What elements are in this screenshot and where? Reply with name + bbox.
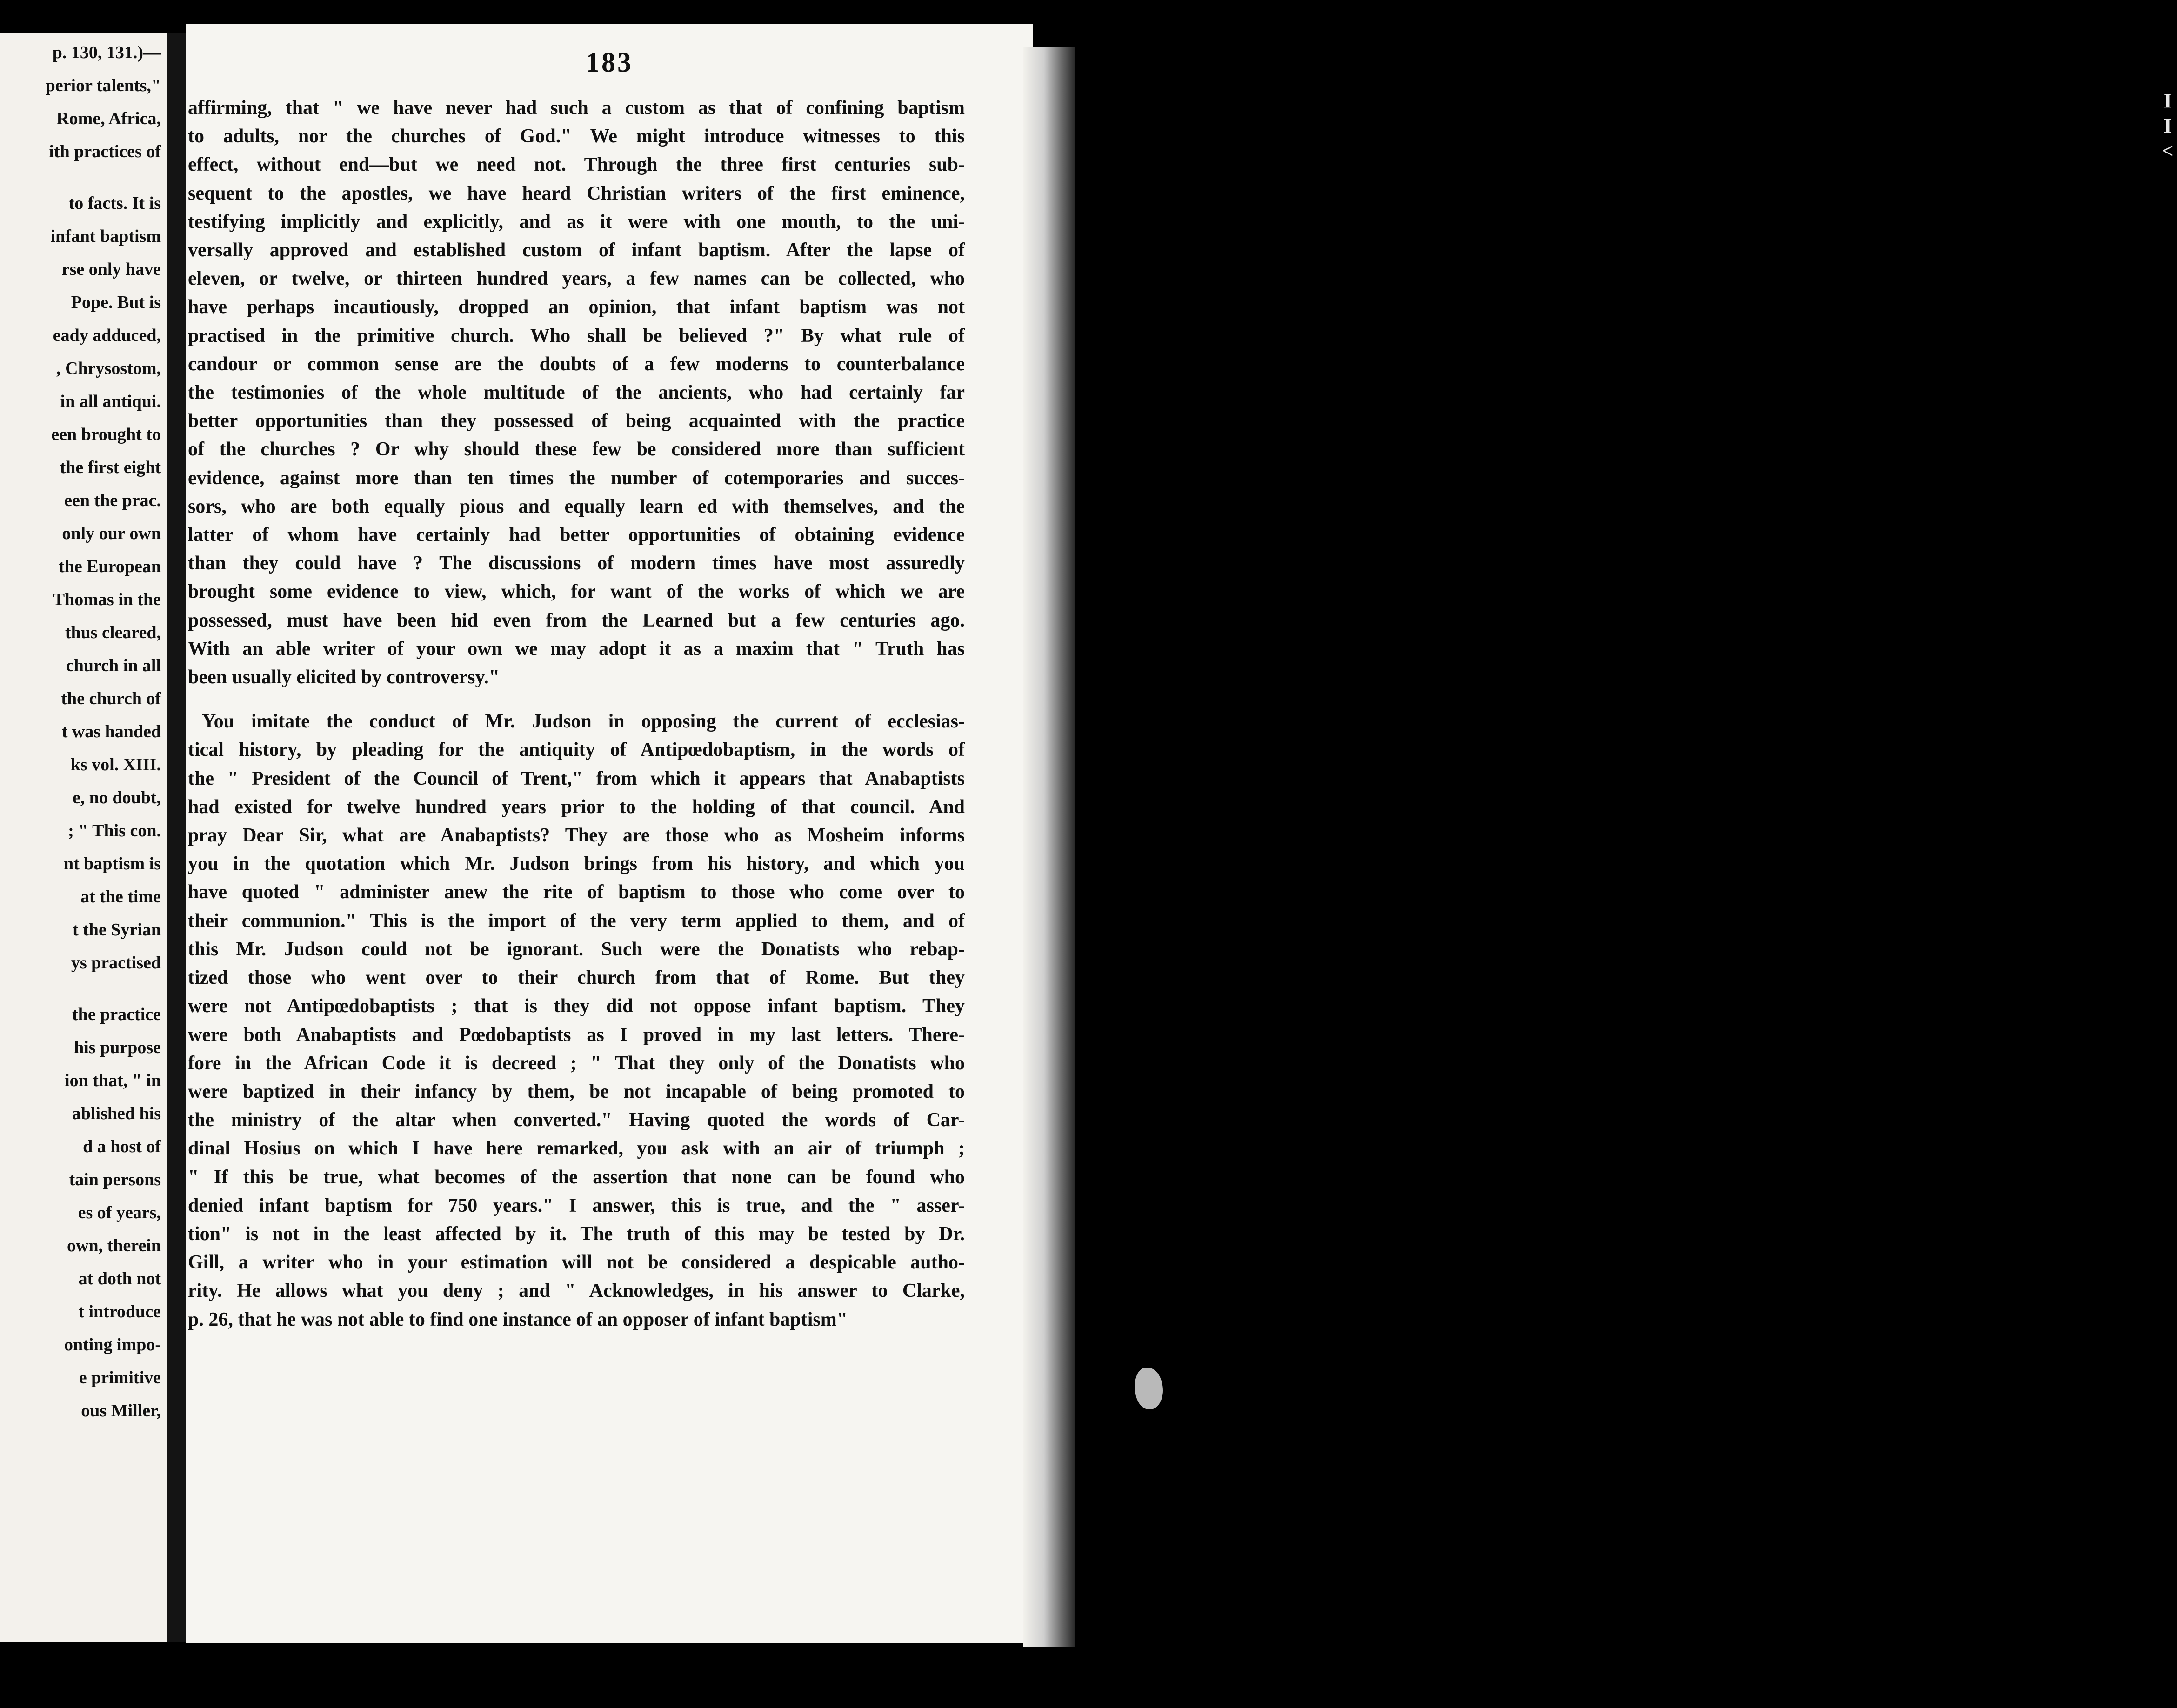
left-fragment-line: the church of <box>61 689 161 708</box>
left-fragment-line: church in all <box>66 656 161 675</box>
left-fragment-line: nt baptism is <box>63 854 161 874</box>
text-line: to adults, nor the churches of God." We might introduce witnesses to this <box>188 126 965 147</box>
text-line: possessed, must have been hid even from the Learned but a few centuries ago. <box>188 609 965 631</box>
left-fragment-line: onting impo- <box>64 1335 161 1354</box>
left-fragment-line: een brought to <box>51 425 161 444</box>
right-page <box>186 24 1033 1643</box>
left-fragment-line: e primitive <box>79 1368 161 1388</box>
text-line: their communion." This is the import of the very term applied to them, and of <box>188 910 965 932</box>
text-line: this Mr. Judson could not be ignorant. Such were the Donatists who rebap- <box>188 938 965 960</box>
left-fragment-line: t was handed <box>61 722 161 741</box>
text-line: versally approved and established custom of infant baptism. After the lapse of <box>188 240 965 261</box>
text-line: With an able writer of your own we may adopt it as a maxim that " Truth has <box>188 638 965 660</box>
text-line: candour or common sense are the doubts of a few moderns to counterbalance <box>188 353 965 375</box>
book-gutter <box>167 33 186 1642</box>
edge-marks <box>2158 88 2177 164</box>
text-line: the ministry of the altar when converted." Having quoted the words of Car- <box>188 1109 965 1131</box>
text-line: have perhaps incautiously, dropped an opinion, that infant baptism was not <box>188 296 965 318</box>
text-line: Gill, a writer who in your estimation will not be considered a despicable autho- <box>188 1252 965 1274</box>
left-fragment-line: tain persons <box>69 1170 161 1189</box>
text-line: brought some evidence to view, which, for want of the works of which we are <box>188 581 965 603</box>
left-fragment-line: to facts. It is <box>68 193 161 213</box>
left-fragment-line: t the Syrian <box>73 920 161 940</box>
left-fragment-line: Pope. But is <box>71 293 161 312</box>
left-fragment-line: only our own <box>62 524 161 543</box>
text-line: p. 26, that he was not able to find one instance of an opposer of infant baptism" <box>188 1308 848 1330</box>
text-line: evidence, against more than ten times the number of cotemporaries and succes- <box>188 467 965 489</box>
left-fragment-line: Thomas in the <box>53 590 161 609</box>
text-line: better opportunities than they possessed of being acquainted with the practice <box>188 410 965 432</box>
left-fragment-line: perior talents," <box>45 76 161 95</box>
left-fragment-line: t introduce <box>78 1302 161 1321</box>
text-line: affirming, that " we have never had such a custom as that of confining baptism <box>188 97 965 119</box>
text-line: were baptized in their infancy by them, be not incapable of being promoted to <box>188 1081 965 1102</box>
left-fragment-line: the European <box>59 557 161 576</box>
text-line: were not Antipœdobaptists ; that is they did not oppose infant baptism. They <box>188 995 965 1017</box>
body-text <box>188 94 965 1334</box>
left-page-fragment <box>0 33 167 1642</box>
left-fragment-line: at the time <box>80 887 161 907</box>
text-line: testifying implicitly and explicitly, and as it were with one mouth, to the uni- <box>188 211 965 233</box>
left-fragment-line: p. 130, 131.)— <box>52 43 161 62</box>
left-fragment-line: , Chrysostom, <box>56 359 161 378</box>
edge-mark: I <box>2164 114 2172 137</box>
left-fragment-line: infant baptism <box>50 227 161 246</box>
page-number: 183 <box>586 47 633 78</box>
left-fragment-line: thus cleared, <box>65 623 161 642</box>
scan-border <box>1075 33 2174 1707</box>
left-fragment-line: own, therein <box>67 1236 161 1255</box>
text-line: pray Dear Sir, what are Anabaptists? They are those who as Mosheim informs <box>188 825 965 847</box>
left-fragment-line: his purpose <box>74 1038 161 1057</box>
left-fragment-line: ith practices of <box>49 142 161 161</box>
text-line: practised in the primitive church. Who shall be believed ?" By what rule of <box>188 325 965 347</box>
text-line: had existed for twelve hundred years prior to the holding of that council. And <box>188 796 965 818</box>
text-line: tized those who went over to their church from that of Rome. But they <box>188 967 965 989</box>
left-fragment-line: rse only have <box>61 260 161 279</box>
edge-mark: I <box>2164 89 2172 112</box>
text-line: have quoted " administer anew the rite of baptism to those who come over to <box>188 881 965 903</box>
left-fragment-line: een the prac. <box>64 491 161 510</box>
left-fragment-line: at doth not <box>78 1269 161 1288</box>
left-fragment-line: eady adduced, <box>53 326 161 345</box>
left-fragment-line: the practice <box>72 1005 161 1024</box>
text-line: were both Anabaptists and Pœdobaptists as I proved in my last letters. There- <box>188 1024 965 1046</box>
text-line: dinal Hosius on which I have here remarked, you ask with an air of triumph ; <box>188 1138 965 1160</box>
left-fragment-line: d a host of <box>83 1137 161 1156</box>
left-fragment-line: ous Miller, <box>81 1401 161 1421</box>
left-fragment-line: e, no doubt, <box>72 788 161 807</box>
text-line: latter of whom have certainly had better opportunities of obtaining evidence <box>188 524 965 546</box>
left-fragment-line: the first eight <box>60 458 161 477</box>
left-fragment-line: ion that, " in <box>65 1071 161 1090</box>
text-line: the " President of the Council of Trent," from which it appears that Anabaptists <box>188 767 965 789</box>
page-edge-shadow <box>1023 47 1075 1647</box>
text-line: fore in the African Code it is decreed ; " That they only of the Donatists who <box>188 1052 965 1074</box>
text-line: of the churches ? Or why should these few be considered more than sufficient <box>188 439 965 460</box>
edge-mark: < <box>2162 140 2174 162</box>
left-fragment-line: ys practised <box>71 953 161 973</box>
text-line: eleven, or twelve, or thirteen hundred years, a few names can be collected, who <box>188 268 965 290</box>
left-fragment-line: ; " This con. <box>68 821 161 841</box>
text-line: rity. He allows what you deny ; and " Acknowledges, in his answer to Clarke, <box>188 1280 965 1302</box>
left-fragment-line: ablished his <box>72 1104 161 1123</box>
text-line: the testimonies of the whole multitude of the ancients, who had certainly far <box>188 382 965 404</box>
left-fragment-line: Rome, Africa, <box>56 109 161 128</box>
text-line: tion" is not in the least affected by it. The truth of this may be tested by Dr. <box>188 1223 965 1245</box>
text-line: sequent to the apostles, we have heard Christian writers of the first eminence, <box>188 182 965 204</box>
text-line: " If this be true, what becomes of the assertion that none can be found who <box>188 1166 965 1188</box>
left-fragment-line: es of years, <box>78 1203 161 1222</box>
text-line: You imitate the conduct of Mr. Judson in opposing the current of ecclesias- <box>202 711 965 733</box>
text-line: than they could have ? The discussions of modern times have most assuredly <box>188 553 965 574</box>
text-line: you in the quotation which Mr. Judson brings from his history, and which you <box>188 853 965 875</box>
text-line: sors, who are both equally pious and equally learn ed with themselves, and the <box>188 495 965 517</box>
text-line: tical history, by pleading for the antiquity of Antipœdobaptism, in the words of <box>188 739 965 761</box>
text-line: effect, without end—but we need not. Through the three first centuries sub- <box>188 154 965 176</box>
left-fragment-line: in all antiqui. <box>60 392 161 411</box>
left-fragment-line: ks vol. XIII. <box>70 755 161 774</box>
text-line: denied infant baptism for 750 years." I answer, this is true, and the " asser- <box>188 1194 965 1216</box>
text-line: been usually elicited by controversy." <box>188 667 500 688</box>
